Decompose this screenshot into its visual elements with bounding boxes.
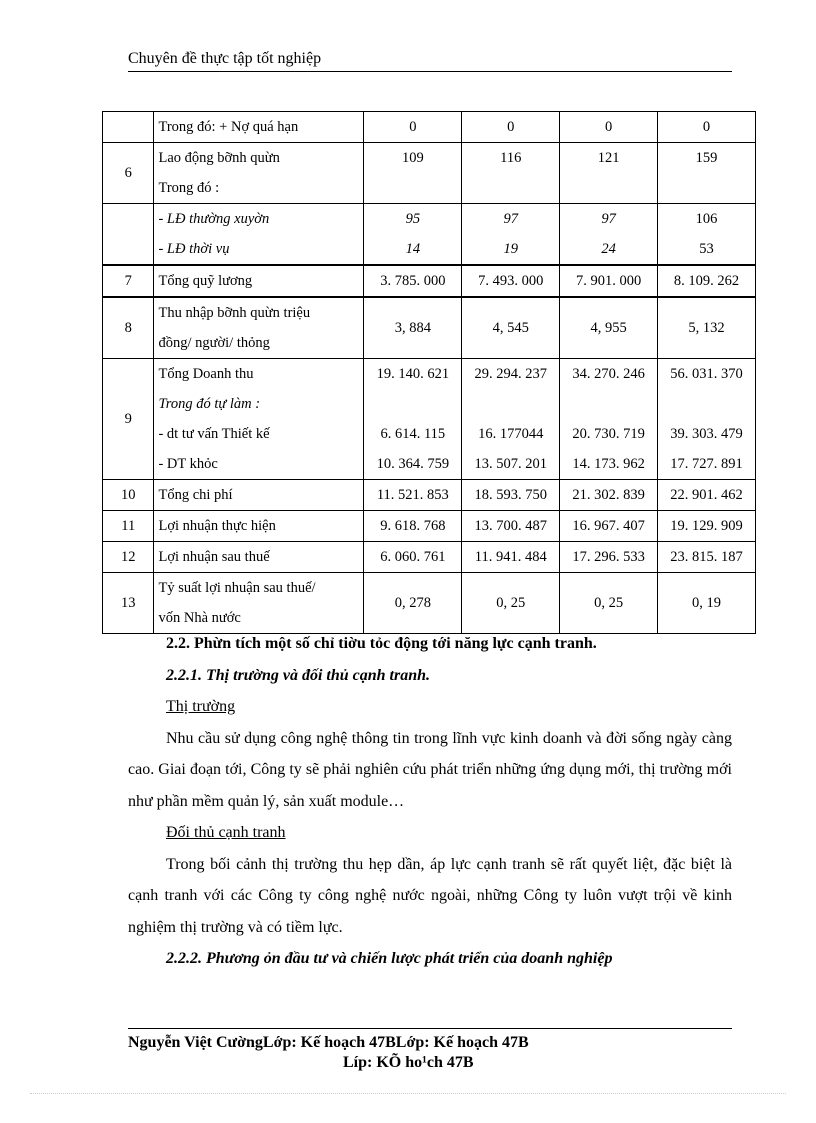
row-value: 11. 941. 484: [462, 542, 560, 573]
paragraph-competitors: Trong bối cảnh thị trường thu hẹp dần, áp lực cạnh tranh sẽ rất quyết liệt, đặc biệt là cạnh tranh với các Công ty công nghệ nước ngoài, những Công ty luôn vượt trội về kinh nghiệm thị trường và có tiềm lực.: [128, 855, 732, 936]
row-value: 0: [658, 112, 756, 143]
row-label: [154, 573, 364, 634]
row-value-line: [466, 389, 555, 419]
row-value: 0: [462, 112, 560, 143]
table-row: [103, 265, 756, 297]
row-value: 121: [560, 143, 658, 204]
row-label-line: Lợi nhuận sau thuế: [158, 549, 270, 565]
row-label: [154, 204, 364, 266]
row-value: 5, 132: [658, 297, 756, 359]
row-value: 13. 700. 487: [462, 511, 560, 542]
row-value: 7. 901. 000: [560, 265, 658, 297]
row-value: 21. 302. 839: [560, 480, 658, 511]
row-value: 7. 493. 000: [462, 265, 560, 297]
table-row: [103, 112, 756, 143]
row-number: 6: [103, 143, 154, 204]
footer-divider: [128, 1028, 732, 1029]
row-label: [154, 511, 364, 542]
subsection-heading-market: 2.2.1. Thị trường và đối thủ cạnh tranh.: [166, 666, 431, 684]
row-value: 17. 296. 533: [560, 542, 658, 573]
table-row: [103, 511, 756, 542]
row-value: 11. 521. 853: [364, 480, 462, 511]
row-value-line: 56. 031. 370: [670, 366, 743, 382]
row-value: 18. 593. 750: [462, 480, 560, 511]
row-number: 9: [103, 359, 154, 480]
row-label-line: Trong đó tự làm :: [158, 396, 261, 412]
table-row: [103, 143, 756, 204]
row-label-line: Tổng chi phí: [158, 487, 233, 503]
row-value: 6. 060. 761: [364, 542, 462, 573]
row-value-line: 34. 270. 246: [572, 366, 645, 382]
row-value-line: 106: [695, 211, 718, 227]
paragraph-market: Nhu cầu sử dụng công nghệ thông tin trong lĩnh vực kinh doanh và đời sống ngày càng cao. Giai đoạn tới, Công ty sẽ phải nghiên cứu phát triển những ứng dụng mới, thị trường mới như phần mềm quản lý, sản xuất module…: [128, 729, 732, 810]
table-row: [103, 204, 756, 266]
row-value: 4, 955: [560, 297, 658, 359]
row-label-line: Trong đó :: [158, 180, 220, 196]
row-value: 19. 129. 909: [658, 511, 756, 542]
row-label: [154, 480, 364, 511]
row-number: 12: [103, 542, 154, 573]
row-value-line: 14. 173. 962: [572, 456, 645, 472]
row-value-line: [662, 389, 751, 419]
footer-line-2: Líp: KÕ ho¹ch 47B: [343, 1054, 474, 1071]
row-value: [658, 204, 756, 266]
row-value-line: 16. 177044: [478, 426, 544, 442]
row-value: 109: [364, 143, 462, 204]
subheading-market: Thị trường: [166, 698, 236, 715]
body-text: [128, 628, 732, 975]
page-header: Chuyên đề thực tập tốt nghiệp: [128, 50, 732, 72]
row-number: 10: [103, 480, 154, 511]
table-row: [103, 480, 756, 511]
row-value-line: 97: [503, 211, 518, 227]
row-number: 13: [103, 573, 154, 634]
row-label-line: Lợi nhuận thực hiện: [158, 518, 276, 534]
row-value-line: 19. 140. 621: [376, 366, 450, 382]
indicator-table: [102, 111, 756, 634]
row-number: [103, 204, 154, 266]
table-row: [103, 297, 756, 359]
row-label: [154, 297, 364, 359]
row-value: 3. 785. 000: [364, 265, 462, 297]
row-value-line: 20. 730. 719: [572, 426, 645, 442]
row-label: [154, 265, 364, 297]
row-label-line: - LĐ thường xuyờn: [158, 211, 270, 227]
row-value: [462, 359, 560, 480]
row-number: [103, 112, 154, 143]
row-value-line: [564, 389, 653, 419]
row-value: [560, 204, 658, 266]
table-row: [103, 542, 756, 573]
row-value-line: 14: [405, 241, 421, 257]
row-value: [364, 204, 462, 266]
row-value-line: 29. 294. 237: [474, 366, 547, 382]
table-row: [103, 573, 756, 634]
page-bottom-divider: [30, 1093, 786, 1094]
row-value: 3, 884: [364, 297, 462, 359]
row-value: 9. 618. 768: [364, 511, 462, 542]
section-heading: 2.2. Phừn tích một số chỉ tiờu tỏc động tới năng lực cạnh tranh.: [166, 635, 597, 652]
row-label-line: - DT khỏc: [158, 456, 218, 472]
row-number: 8: [103, 297, 154, 359]
row-label-line: vốn Nhà nước: [158, 610, 241, 626]
row-value: 4, 545: [462, 297, 560, 359]
row-label-line: - dt tư vấn Thiết kế: [158, 426, 270, 442]
row-label-line: đồng/ người/ thỏng: [158, 335, 270, 351]
row-value: [560, 359, 658, 480]
row-value-line: 10. 364. 759: [376, 456, 450, 472]
row-value: [658, 359, 756, 480]
footer-line-1: Nguyễn Việt CườngLớp: Kế hoạch 47BLớp: Kế hoạch 47B: [128, 1034, 529, 1051]
row-label-line: Lao động bỡnh quừn: [158, 150, 280, 166]
row-value-line: 39. 303. 479: [670, 426, 743, 442]
row-value-line: 53: [699, 241, 714, 257]
row-label: [154, 112, 364, 143]
row-value-line: 13. 507. 201: [474, 456, 547, 472]
row-value-line: 17. 727. 891: [670, 456, 743, 472]
row-value: 0, 278: [364, 573, 462, 634]
row-value: 0, 25: [560, 573, 658, 634]
row-value: 159: [658, 143, 756, 204]
row-value: 16. 967. 407: [560, 511, 658, 542]
subsection-heading-investment: 2.2.2. Phương ỏn đầu tư và chiến lược phát triển của doanh nghiệp: [166, 950, 613, 967]
row-value-line: [368, 389, 457, 419]
row-label: [154, 542, 364, 573]
row-label-line: Thu nhập bỡnh quừn triệu: [158, 305, 311, 321]
row-number: 7: [103, 265, 154, 297]
row-value: [364, 359, 462, 480]
row-label-line: - LĐ thời vụ: [158, 241, 230, 257]
row-value-line: 95: [405, 211, 421, 227]
row-value-line: 6. 614. 115: [380, 426, 446, 442]
row-value: 0: [364, 112, 462, 143]
row-value: [462, 204, 560, 266]
row-number: 11: [103, 511, 154, 542]
row-label-line: Tỷ suất lợi nhuận sau thuế/: [158, 580, 316, 596]
row-value: 0: [560, 112, 658, 143]
page-footer: [128, 1033, 732, 1073]
row-value: 0, 19: [658, 573, 756, 634]
row-label: [154, 143, 364, 204]
row-label-line: Trong đó: + Nợ quá hạn: [158, 119, 299, 135]
row-value: 116: [462, 143, 560, 204]
row-value: 0, 25: [462, 573, 560, 634]
row-value-line: 19: [503, 241, 518, 257]
row-label: [154, 359, 364, 480]
row-value: 22. 901. 462: [658, 480, 756, 511]
row-value: 23. 815. 187: [658, 542, 756, 573]
row-label-line: Tổng Doanh thu: [158, 366, 254, 382]
row-value: 8. 109. 262: [658, 265, 756, 297]
row-value-line: 24: [601, 241, 616, 257]
subheading-competitors: Đối thủ cạnh tranh: [166, 824, 286, 841]
row-value-line: 97: [601, 211, 616, 227]
row-label-line: Tổng quỹ lương: [158, 273, 253, 289]
table-row: [103, 359, 756, 480]
